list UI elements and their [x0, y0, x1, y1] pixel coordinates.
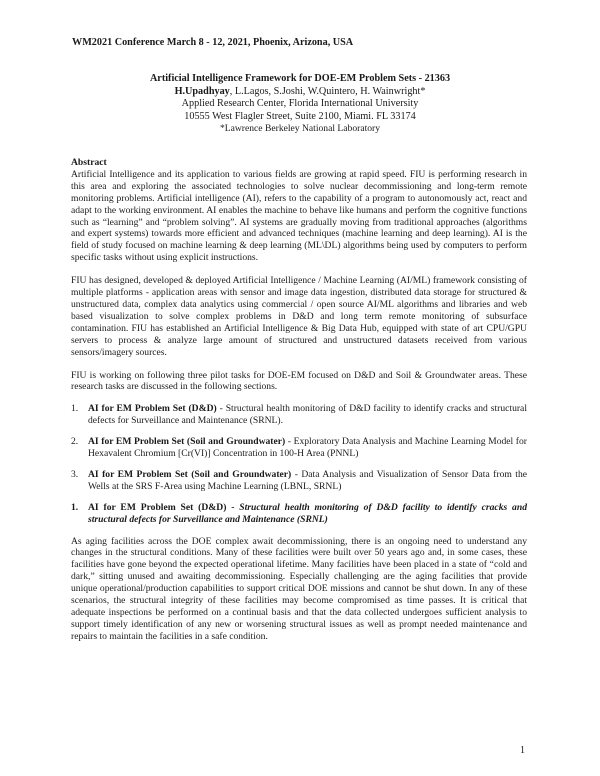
- list-item: [71, 469, 527, 493]
- address: 10555 West Flagler Street, Suite 2100, Miami. FL 33174: [184, 110, 416, 122]
- lead-author: H.Upadhyay: [174, 85, 230, 97]
- section-title: AI for EM Problem Set (D&D) -: [88, 501, 240, 513]
- task-description: - Data Analysis and Visualization of Sensor Data from the Wells at the SRS F-Area using Machine Learning (LBNL, SRNL): [88, 468, 527, 492]
- page-number: 1: [520, 745, 525, 756]
- section-paragraph: As aging facilities across the DOE complex await decommissioning, there is an ongoing need to understand any changes in the structural conditions. Many of these facilities were built over 50 years ago and, in some cases, these facilities have gone beyond the expected operational lifetime. Many facilities have been placed in a state of “cold and dark,” sitting unused and awaiting decommissioning. Especially challenging are the aging facilities that provide unique operational/production capabilities to support critical DOE missions and cannot be shut down. In any of these scenarios, the structural integrity of these facilities may become compromised as time passes. It is critical that adequate inspections be performed on a continual basis and that the data collected undergoes sufficient analysis to support timely identification of any new or worsening structural issues as well as prompt needed maintenance and repairs to maintain the facilities in a safe condition.: [71, 535, 527, 642]
- paper-body: [71, 157, 527, 643]
- list-item: [71, 436, 527, 460]
- task-title: AI for EM Problem Set (D&D): [88, 403, 217, 415]
- affiliation: Applied Research Center, Florida International University: [181, 98, 419, 110]
- list-number: 3.: [71, 468, 79, 480]
- list-item: [71, 403, 527, 427]
- list-number: 2.: [71, 436, 79, 448]
- affiliation-secondary: *Lawrence Berkeley National Laboratory: [219, 123, 381, 135]
- authors: [60, 86, 540, 99]
- abstract-paragraph-1: Artificial Intelligence and its application to various fields are growing at rapid speed. FIU is performing research in this area and exploring the associated technologies to solve nuclear decommissioning and long-term remote monitoring problems. Artificial intelligence (AI), refers to the capability of a program to autonomously act, react and adapt to the working environment. AI enables the machine to behave like humans and perform the cognitive functions such as “learning” and “problem solving”. AI systems are gradually moving from traditional approaches (algorithms and expert systems) towards more efficient and advanced techniques (machine learning and deep learning). AI is the field of study focused on machine learning & deep learning (ML\DL) algorithms being used by computers to perform specific tasks without using explicit instructions.: [71, 168, 527, 264]
- abstract-paragraph-2: FIU has designed, developed & deployed Artificial Intelligence / Machine Learning (AI/ML) framework consisting of multiple platforms - application areas with sensor and image data ingestion, distributed data storage for structured & unstructured data, complex data analytics using commercial / open source AI/ML algorithms and libraries and web based visualization to solve complex problems in D&D and long term remote monitoring of subsurface contamination. FIU has established an Artificial Intelligence & Big Data Hub, equipped with state of art CPU/GPU servers to process & analyze large amount of structured and unstructured datasets received from various sensors/imagery sources.: [71, 275, 527, 358]
- task-title: AI for EM Problem Set (Soil and Groundwater): [88, 436, 286, 448]
- section-heading: [71, 502, 527, 526]
- section-number: 1.: [71, 501, 79, 513]
- section-subtitle: Structural health monitoring of D&D facility to identify cracks and structural defects for Surveillance and Maintenance (SRNL): [88, 501, 527, 525]
- task-title: AI for EM Problem Set (Soil and Groundwater): [88, 468, 292, 480]
- paper-title: Artificial Intelligence Framework for DOE-EM Problem Sets - 21363: [149, 73, 451, 84]
- abstract-heading: Abstract: [71, 157, 107, 168]
- title-block: [60, 73, 540, 136]
- abstract-paragraph-3: FIU is working on following three pilot tasks for DOE-EM focused on D&D and Soil & Groundwater areas. These research tasks are discussed in the following sections.: [71, 369, 527, 393]
- task-description: - Structural health monitoring of D&D facility to identify cracks and structural defects for Surveillance and Maintenance (SRNL).: [88, 403, 527, 427]
- page-header: WM2021 Conference March 8 - 12, 2021, Phoenix, Arizona, USA: [72, 37, 354, 48]
- list-number: 1.: [71, 403, 79, 415]
- co-authors: , L.Lagos, S.Joshi, W.Quintero, H. Wainwright*: [229, 85, 426, 97]
- task-list: [71, 403, 527, 492]
- task-description: - Exploratory Data Analysis and Machine Learning Model for Hexavalent Chromium [Cr(VI)] Concentration in 100-H Area (PNNL): [88, 436, 527, 460]
